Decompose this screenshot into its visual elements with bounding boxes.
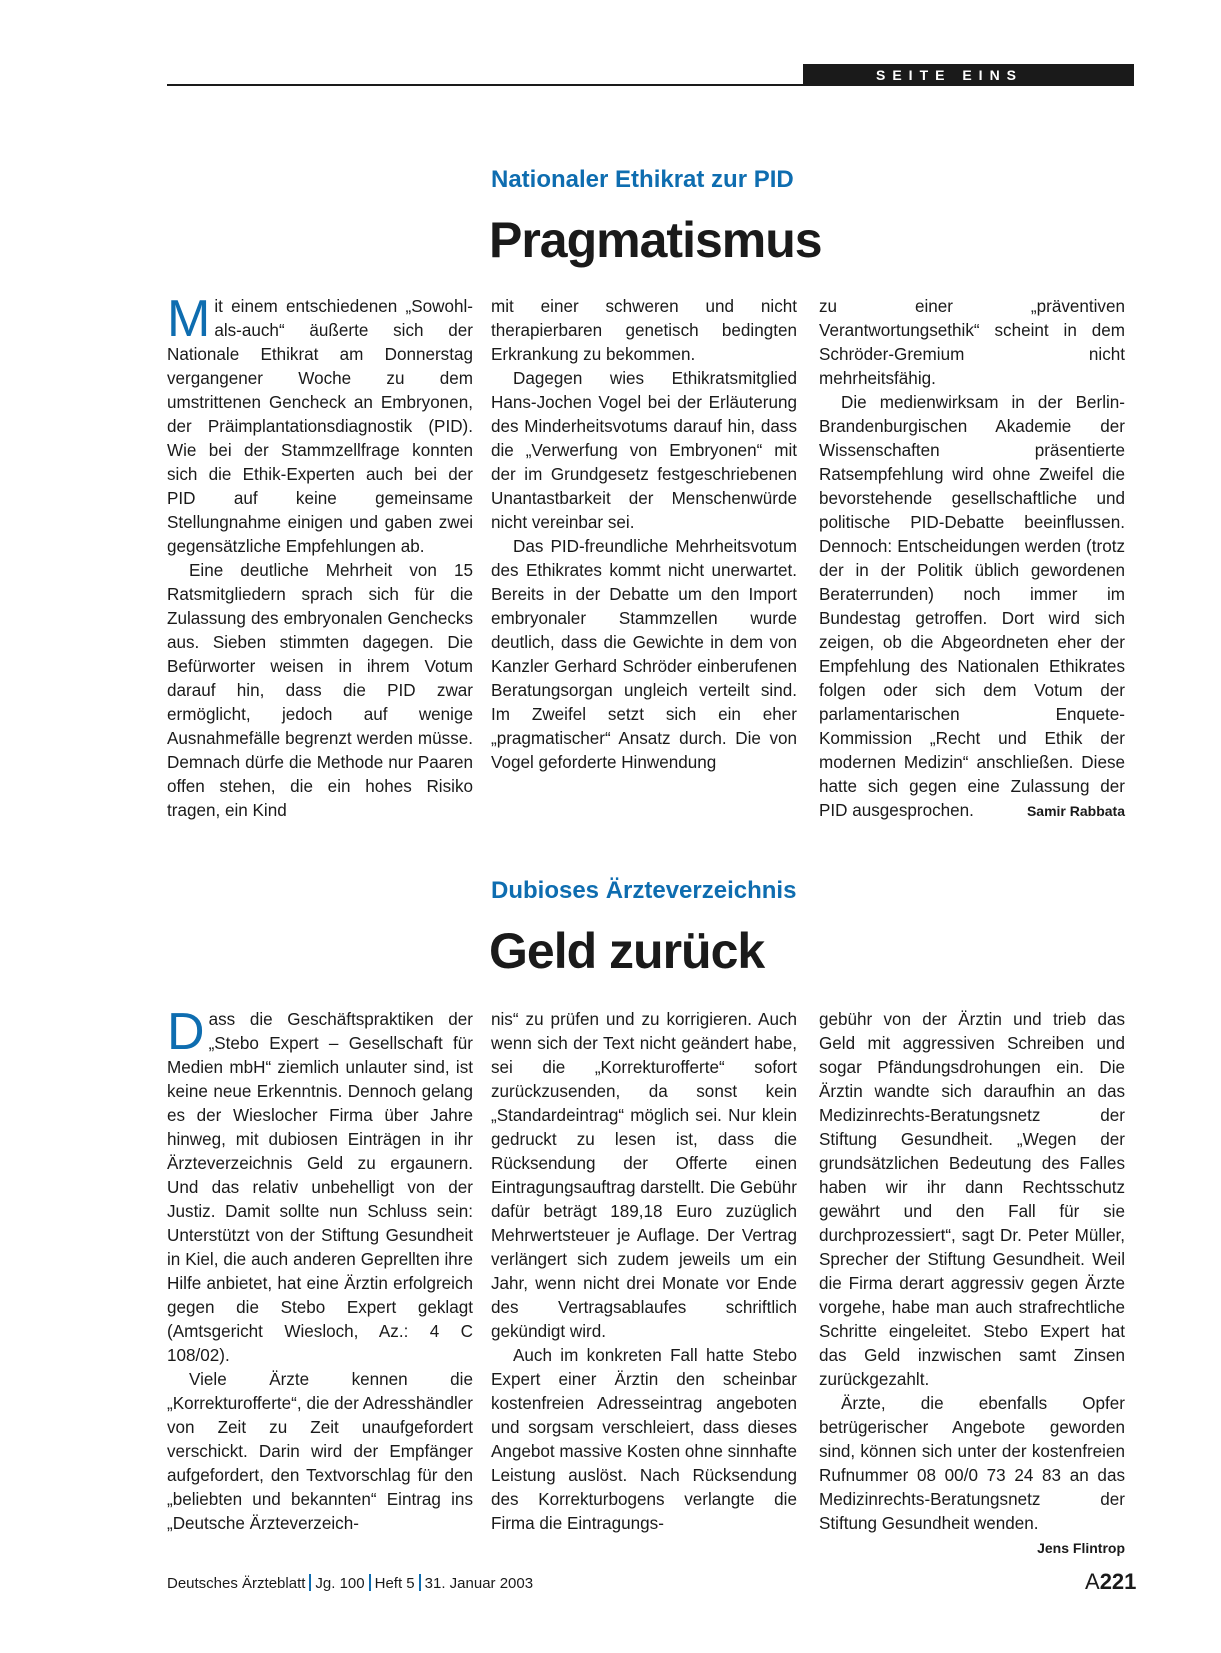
article1-col3-para2 [819, 391, 1125, 823]
page-number-value: 221 [1099, 1569, 1137, 1594]
article1-col1-para1-text: it einem entschiedenen „Sowohl-als-auch“ äußerte sich der Nationale Ethikrat am Donnerstag vergangener Woche zu dem umstrittenen Gencheck an Embryonen, der Präimplantationsdiagnostik (PID). Wie bei der Stammzellfrage konnten sich die Ethik-Experten auch bei der PID auf keine gemeinsame Stellungnahme einigen und gaben zwei gegensätzliche Empfehlungen ab. [167, 297, 473, 556]
article2-col3-para2 [819, 1392, 1125, 1556]
article1-column-1 [167, 290, 473, 823]
footer-citation [167, 1574, 533, 1594]
article2-dropcap: D [167, 1003, 205, 1061]
article1-column-3 [819, 295, 1125, 823]
article1-dropcap: M [167, 290, 211, 348]
article2-column-1 [167, 1003, 473, 1540]
page-prefix: A [1085, 1569, 1100, 1594]
footer-date: 31. Januar 2003 [424, 1575, 534, 1592]
article1-author: Samir Rabbata [1026, 803, 1125, 819]
article2-col1-para1-text: ass die Geschäftspraktiken der „Stebo Expert – Gesellschaft für Medien mbH“ ziemlich unlauter sind, ist keine neue Erkenntnis. Dennoch gelang es der Wieslocher Firma über Jahre hinweg, mit dubiosen Einträgen in ihr Ärzteverzeichnis Geld zu ergaunern. Und das relativ unbehelligt von der Justiz. Damit sollte nun Schluss sein: Unterstützt von der Stiftung Gesundheit in Kiel, die auch anderen Geprellten ihre Hilfe anbietet, hat eine Ärztin erfolgreich gegen die Stebo Expert geklagt (Amtsgericht Wiesloch, Az.: 4 C 108/02). [167, 1010, 473, 1365]
article1-col2-para2: Dagegen wies Ethikratsmitglied Hans-Jochen Vogel bei der Erläuterung des Minderheitsvotums darauf hin, dass die „Verwerfung von Embryonen“ mit der im Grundgesetz festgeschriebenen Unantastbarkeit der Menschenwürde nicht vereinbar sei. [491, 369, 797, 532]
footer-separator [369, 1574, 371, 1591]
article1-col3-para2-text: Die medienwirksam in der Berlin-Brandenburgischen Akademie der Wissenschaften präsentierte Ratsempfehlung wird ohne Zweifel die bevorstehende gesellschaftliche und politische PID-Debatte beeinflussen. Dennoch: Entscheidungen werden (trotz der in der Politik üblich gewordenen Beraterrunden) noch immer im Bundestag getroffen. Dort wird sich zeigen, ob die Abgeordneten eher der Empfehlung des Nationalen Ethikrates folgen oder sich dem Votum der parlamentarischen Enquete-Kommission „Recht und Ethik der modernen Medizin“ anschließen. Diese hatte sich gegen eine Zulassung der PID ausgesprochen. [819, 393, 1125, 820]
footer-journal: Deutsches Ärzteblatt [167, 1575, 306, 1592]
article1-col2-para3: Das PID-freundliche Mehrheitsvotum des Ethikrates kommt nicht unerwartet. Bereits in der Debatte um den Import embryonaler Stammzellen wurde deutlich, dass die Gewichte in dem von Kanzler Gerhard Schröder einberufenen Beratungsorgan ungleich verteilt sind. Im Zweifel setzt sich ein eher „pragmatischer“ Ansatz durch. Die von Vogel geforderte Hinwendung [491, 537, 797, 772]
article2-col1-para1 [167, 1003, 473, 1368]
article2-column-2 [491, 1008, 797, 1540]
article2-headline: Geld zurück [489, 923, 765, 979]
article2-col3-para1: gebühr von der Ärztin und trieb das Geld mit aggressiven Schreiben und sogar Pfändungsdrohungen ein. Die Ärztin wandte sich daraufhin an das Medizinrechts-Beratungsnetz der Stiftung Gesundheit. „Wegen der grundsätzlichen Bedeutung des Falles haben wir ihr dann Rechtsschutz gewährt und den Fall für sie durchprozessiert“, sagt Dr. Peter Müller, Sprecher der Stiftung Gesundheit. Weil die Firma derart aggressiv gegen Ärzte vorgehe, habe man auch strafrechtliche Schritte eingeleitet. Stebo Expert hat das Geld inzwischen samt Zinsen zurückgezahlt. [819, 1010, 1125, 1389]
footer-separator [309, 1574, 311, 1591]
footer-issue: Heft 5 [374, 1575, 415, 1592]
article1-col2-para1: mit einer schweren und nicht therapierbaren genetisch bedingten Erkrankung zu bekommen. [491, 297, 797, 364]
article2-col3-para2-text: Ärzte, die ebenfalls Opfer betrügerischer Angebote geworden sind, können sich unter der kostenfreien Rufnummer 08 00/0 73 24 83 an das Medizinrechts-Beratungsnetz der Stiftung Gesundheit wenden. [819, 1394, 1125, 1533]
footer-volume: Jg. 100 [315, 1575, 365, 1592]
article2-col2-para2: Auch im konkreten Fall hatte Stebo Expert einer Ärztin den scheinbar kostenfreien Adresseintrag angeboten und sorgsam verschleiert, dass dieses Angebot massive Kosten ohne sinnhafte Leistung auslöst. Nach Rücksendung des Korrekturbogens verlangte die Firma die Eintragungs- [491, 1346, 797, 1533]
article1-column-2 [491, 295, 797, 823]
article2-author: Jens Flintrop [1037, 1540, 1125, 1556]
article1-col1-para1 [167, 290, 473, 559]
article1-col1-para2: Eine deutliche Mehrheit von 15 Ratsmitgliedern sprach sich für die Zulassung des embryonalen Genchecks aus. Sieben stimmten dagegen. Die Befürworter weisen in ihrem Votum darauf hin, dass die PID zwar ermöglicht, jedoch auf wenige Ausnahmefälle begrenzt werden müsse. Demnach dürfe die Methode nur Paaren offen stehen, die ein hohes Risiko tragen, ein Kind [167, 561, 473, 820]
article2-kicker: Dubioses Ärzteverzeichnis [491, 877, 797, 904]
article1-headline: Pragmatismus [489, 212, 822, 268]
article2-col2-para1: nis“ zu prüfen und zu korrigieren. Auch wenn sich der Text nicht geändert habe, sei die „Korrekturofferte“ sofort zurückzusenden, da sonst kein „Standardeintrag“ möglich sei. Nur klein gedruckt zu lesen ist, dass die Rücksendung der Offerte einen Eintragungsauftrag darstellt. Die Gebühr dafür beträgt 189,18 Euro zuzüglich Mehrwertsteuer je Auflage. Der Vertrag verlängert sich zudem jeweils um ein Jahr, wenn nicht drei Monate vor Ende des Vertragsablaufes schriftlich gekündigt wird. [491, 1010, 797, 1341]
page-number [1085, 1568, 1136, 1596]
article2-col1-para2: Viele Ärzte kennen die „Korrekturofferte“, die der Adresshändler von Zeit zu Zeit unaufgefordert verschickt. Darin wird der Empfänger aufgefordert, den Textvorschlag für den „beliebten und bekannten“ Eintrag ins „Deutsche Ärzteverzeich- [167, 1370, 473, 1533]
article1-col3-para1: zu einer „präventiven Verantwortungsethik“ scheint in dem Schröder-Gremium nicht mehrheitsfähig. [819, 297, 1125, 388]
section-label: SEITE EINS [803, 64, 1134, 86]
article2-column-3 [819, 1008, 1125, 1556]
article1-kicker: Nationaler Ethikrat zur PID [491, 166, 794, 193]
footer-separator [419, 1574, 421, 1591]
